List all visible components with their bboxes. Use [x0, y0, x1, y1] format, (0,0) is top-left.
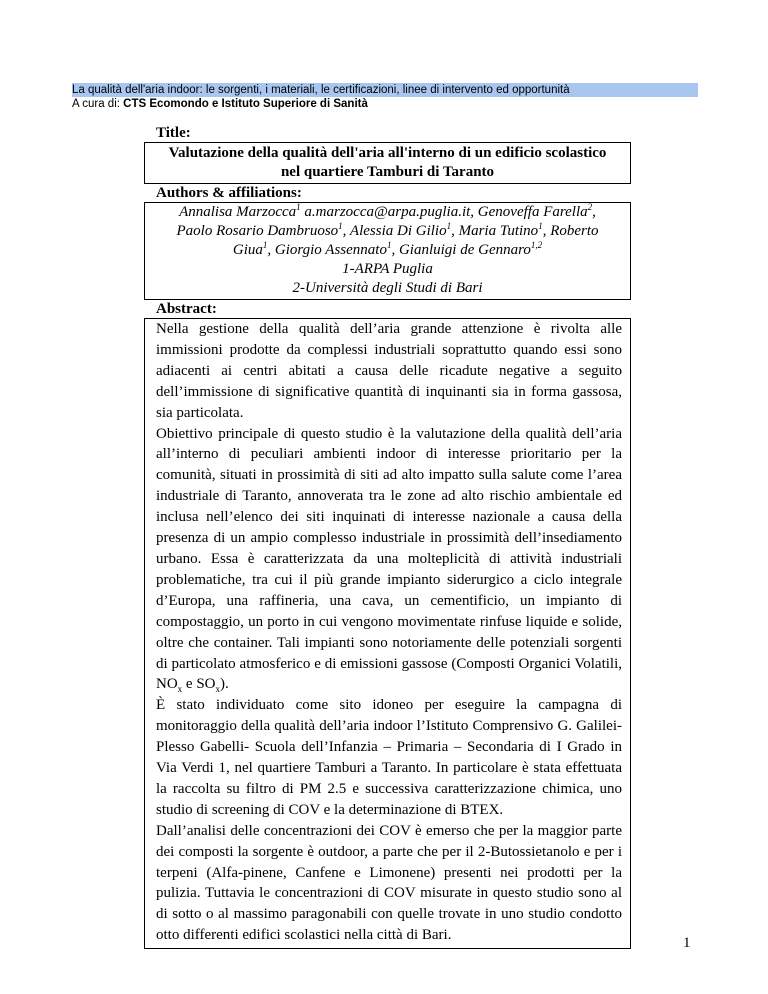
abstract-paragraph-4: Dall’analisi delle concentrazioni dei COV è emerso che per la maggior parte dei composti la sorgente è outdoor, a parte che per il 2-Butossietanolo e per i terpeni (Alfa-pinene, Canfene e Limonene) presenti nei prodotti per la pulizia. Tuttavia le concentrazioni di COV misurate in questo studio sono al di sotto o al massimo paragonabili con quelle trovate in uno studio condotto otto differenti edifici scolastici nella città di Bari. — [156, 822, 622, 944]
author-name: Giua — [232, 242, 263, 258]
page-number: 1 — [683, 935, 691, 951]
affiliation-mark: 1 — [262, 240, 268, 250]
abstract-text: Obiettivo principale di questo studio è la valutazione della qualità dell’aria all’interno di peculiari ambienti indoor di interesse prioritario per la comunità, situati in prossimità di siti ad alto impatto sulla salute come l’area industriale di Taranto, annoverata tra le zone ad alto rischio ambientale ed inclusa nell’elenco dei siti inquinati di interesse nazionale a causa della presenza di un ampio complesso industriale in prossimità dell’insediamento urbano. Essa è caratterizzata da una molteplicità di attività industriali problematiche, tra cui il più grande impianto siderurgico a ciclo integrale d’Europa, una raffineria, una cava, un cementificio, un impianto di compostaggio, un porto in cui vengono movimentate rinfuse liquide e solide, oltre che container. Tali impianti sono notoriamente delle potenziali sorgenti di particolato atmosferico e di emissioni gassose (Composti Organici Volatili, NO — [156, 425, 622, 693]
affiliation-mark: 1 — [386, 240, 392, 250]
affiliation-mark: 1,2 — [530, 240, 543, 250]
authors-box — [144, 202, 631, 300]
author-name: , Alessia Di Gilio — [342, 223, 447, 239]
affiliation-mark: 1 — [446, 221, 452, 231]
author-name: , Gianluigi de Gennaro — [391, 242, 531, 258]
abstract-text: ). — [220, 676, 229, 693]
abstract-box — [144, 318, 631, 949]
header-topic: La qualità dell'aria indoor: le sorgenti, i materiali, le certificazioni, linee di intervento ed opportunità — [72, 83, 698, 97]
affiliation-2: 2-Università degli Studi di Bari — [292, 280, 483, 296]
author-name: , Giorgio Assennato — [267, 242, 387, 258]
affiliation-1: 1-ARPA Puglia — [342, 261, 433, 277]
authors-line-3 — [151, 241, 624, 260]
affiliation-mark: 2 — [587, 202, 593, 212]
title-box — [144, 142, 631, 184]
author-name: Annalisa Marzocca — [179, 204, 297, 220]
author-name: Paolo Rosario Dambruoso — [176, 223, 339, 239]
affiliation-mark: 1 — [338, 221, 343, 231]
subscript: x — [215, 684, 221, 695]
abstract-label: Abstract: — [156, 301, 217, 317]
title-line-2: nel quartiere Tamburi di Taranto — [280, 164, 495, 180]
author-email: a.marzocca@arpa.puglia.it, Genoveffa Farella — [300, 204, 588, 220]
abstract-paragraph-2 — [156, 424, 622, 696]
affiliation-mark: 1 — [296, 202, 301, 212]
header-curator-prefix: A cura di: — [72, 98, 124, 110]
header-curator: CTS Ecomondo e Istituto Superiore di Sanità — [123, 98, 368, 110]
author-name: , Maria Tutino — [451, 223, 539, 239]
document-header — [72, 83, 698, 111]
authors-line-1: Annalisa Marzocca$^1$ a.marzocca@arpa.puglia.it, Genoveffa Farella$^2$, — [179, 202, 596, 220]
abstract-form — [144, 124, 631, 949]
abstract-paragraph-3: È stato individuato come sito idoneo per eseguire la campagna di monitoraggio della qualità dell’aria indoor l’Istituto Comprensivo G. Galilei- Plesso Gabelli- Scuola dell’Infanzia – Primaria – Secondaria di I Grado in Via Verdi 1, nel quartiere Tamburi a Taranto. In particolare è stata effettuata la raccolta su filtro di PM 2.5 e successiva caratterizzazione chimica, uno studio di screening di COV e la determinazione di BTEX. — [156, 697, 622, 818]
affiliation-mark: 1 — [538, 221, 543, 231]
abstract-paragraph-1: Nella gestione della qualità dell’aria grande attenzione è rivolta alle immissioni prodotte da complessi industriali soprattutto quando essi sono adiacenti ai centri abitati a causa delle ricadute negative a seguito dell’immissione di significative quantità di inquinanti sia in forma gassosa, sia particolata. — [156, 321, 622, 421]
title-label: Title: — [156, 125, 191, 141]
abstract-text: e SO — [182, 676, 216, 693]
title-line-1: Valutazione della qualità dell'aria all'interno di un edificio scolastico — [168, 145, 607, 161]
authors-line-2 — [151, 222, 624, 241]
subscript: x — [177, 684, 183, 695]
author-name: , Roberto — [542, 223, 599, 239]
authors-label: Authors & affiliations: — [156, 185, 302, 201]
